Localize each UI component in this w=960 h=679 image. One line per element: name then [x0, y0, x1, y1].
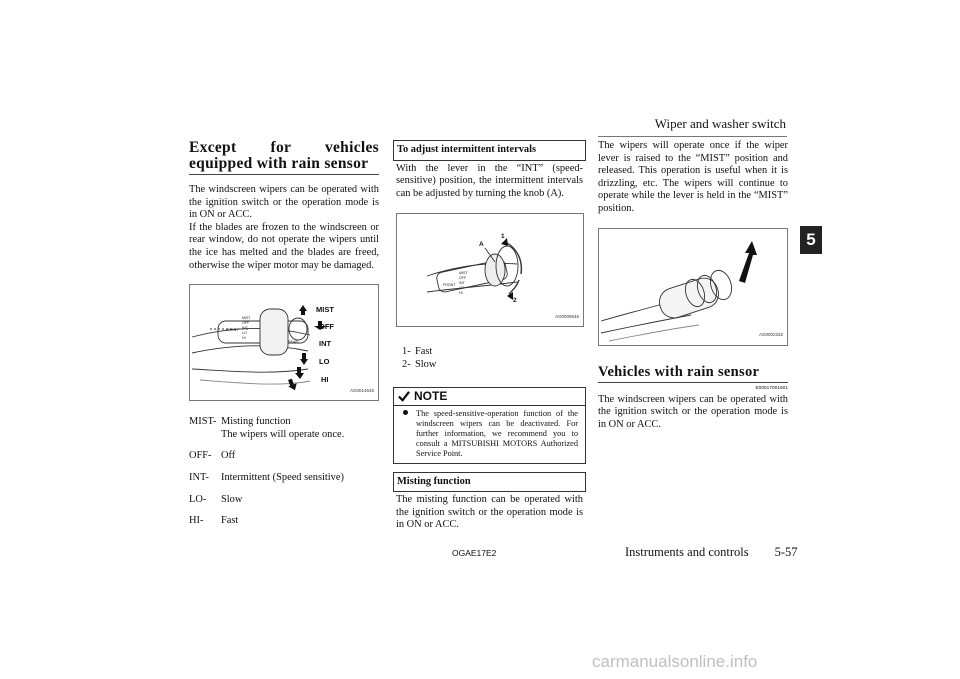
svg-text:HI: HI	[242, 336, 246, 341]
subhead-intermittent: To adjust intermittent intervals	[393, 140, 586, 161]
wiper-switch-figure	[189, 284, 379, 401]
running-header: Wiper and washer switch	[654, 116, 786, 131]
note-check-icon	[397, 390, 410, 403]
figure-code: AG0002332	[758, 331, 783, 337]
intro-paragraph: The windscreen wipers can be operated with the ignition switch or the operation mode is in ON or ACC.	[189, 184, 379, 221]
svg-text:MIST: MIST	[459, 271, 468, 276]
document-code: OGAE17E2	[452, 548, 497, 558]
label-direction-2: 2	[513, 297, 517, 305]
legend-row: MIST- Misting function The wipers will operate once.	[189, 416, 345, 440]
intervals-paragraph: With the lever in the “INT” (speed-sensitive) position, the intermittent intervals can be adjusted by turning the knob (A).	[396, 162, 583, 199]
note-body	[394, 406, 585, 463]
legend-row: INT- Intermittent (Speed sensitive)	[189, 471, 344, 483]
rain-sensor-paragraph: The windscreen wipers can be operated with the ignition switch or the operation mode is in ON or ACC.	[598, 393, 788, 430]
section-heading: Except for vehicles equipped with rain sensor	[189, 140, 379, 175]
legend-row: 2- Slow	[402, 358, 437, 370]
mist-paragraph: The wipers will operate once if the wiper lever is raised to the “MIST” position and released. This operation is useful when it is drizzling, etc. The wipers will continue to operate while the lever is held in the “MIST” position.	[598, 140, 788, 214]
svg-text:LO: LO	[242, 331, 247, 336]
note-label: NOTE	[414, 388, 448, 403]
svg-text:LO: LO	[459, 286, 464, 291]
label-off: OFF	[319, 322, 334, 332]
legend-row: OFF- Off	[189, 450, 236, 462]
footer	[625, 545, 798, 560]
footer-section: Instruments and controls	[625, 545, 749, 559]
label-hi: HI	[321, 375, 329, 385]
label-int: INT	[319, 339, 332, 349]
svg-text:FRONT: FRONT	[443, 283, 456, 288]
mode-legend	[189, 416, 344, 528]
up-arrow-icon	[739, 241, 757, 283]
note-header	[394, 388, 585, 406]
heading-code: E00517001601	[755, 385, 788, 391]
mist-lever-figure	[598, 228, 788, 346]
svg-text:HI: HI	[459, 291, 463, 296]
misting-paragraph: The misting function can be operated with the ignition switch or the operation mode is in ON or ACC.	[396, 494, 583, 531]
legend-row: LO- Slow	[189, 493, 243, 505]
caution-paragraph: If the blades are frozen to the windscreen or rear window, do not operate the wipers until the ice has melted and the blades are freed, otherwise the wiper motor may be damaged.	[189, 221, 379, 271]
legend-row: HI- Fast	[189, 515, 239, 527]
note-box	[393, 387, 586, 464]
watermark: carmanualsonline.info	[592, 652, 758, 671]
svg-text:FRONT: FRONT	[226, 328, 239, 333]
legend-row: 1- Fast	[402, 346, 433, 358]
svg-text:OFF: OFF	[242, 321, 250, 326]
label-lo: LO	[319, 357, 330, 367]
label-direction-1: 1	[501, 233, 505, 241]
right-column	[598, 140, 788, 431]
middle-column	[393, 140, 586, 532]
rain-sensor-heading: Vehicles with rain sensor	[598, 364, 788, 383]
mist-lever-illustration	[599, 229, 787, 345]
label-mist: MIST	[316, 305, 334, 315]
wiper-lever-illustration	[190, 285, 378, 400]
chapter-tab: 5	[800, 226, 822, 254]
bullet-icon	[403, 410, 408, 415]
svg-text:REAR: REAR	[288, 340, 298, 345]
speed-legend	[402, 346, 436, 371]
svg-text:INT: INT	[242, 326, 248, 331]
knob-illustration	[397, 214, 583, 326]
label-knob-a: A	[479, 241, 484, 249]
figure-code: AG0009546	[554, 313, 579, 319]
svg-text:MIST: MIST	[242, 316, 251, 321]
figure-code: AG0014645	[349, 387, 374, 393]
left-column	[189, 140, 379, 528]
svg-text:INT: INT	[459, 281, 465, 286]
intermittent-knob-figure	[396, 213, 584, 327]
subhead-misting: Misting function	[393, 472, 586, 493]
svg-text:OFF: OFF	[459, 276, 467, 281]
note-text: The speed-sensitive-operation function of the windscreen wipers can be deactivated. For further information, we recommend you to consult a MITSUBISHI MOTORS Authorized Service Point.	[416, 408, 578, 458]
page-number: 5-57	[774, 545, 798, 559]
header-rule	[598, 136, 787, 137]
